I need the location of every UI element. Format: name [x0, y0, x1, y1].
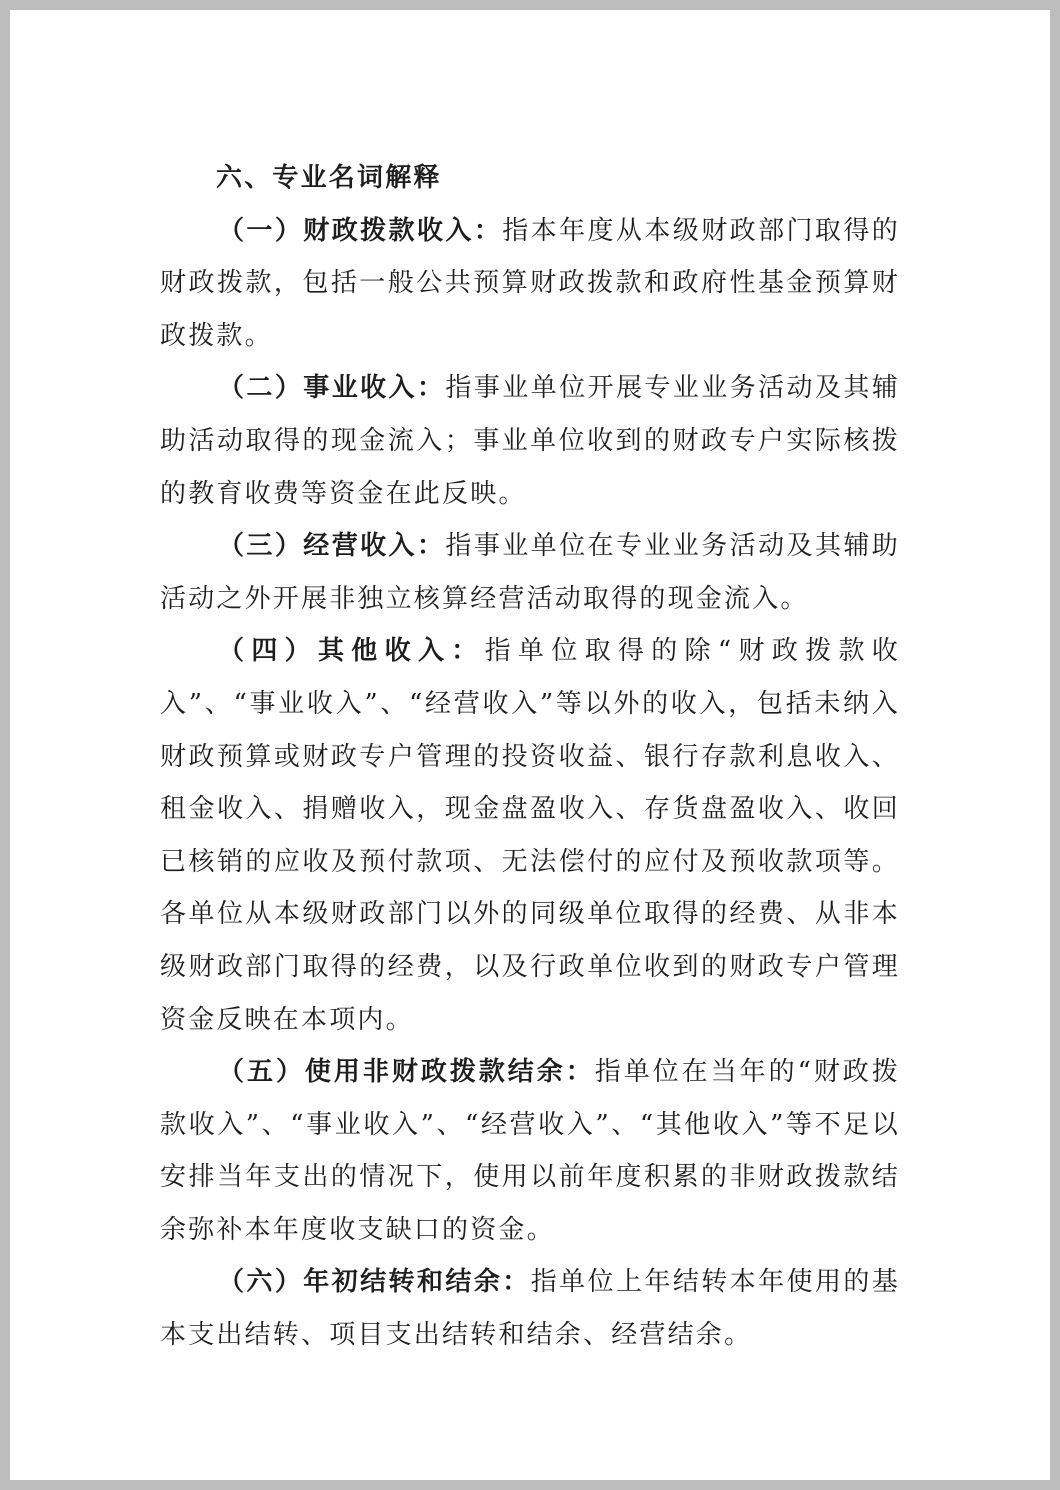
section-heading: 六、专业名词解释 [216, 163, 442, 193]
term-definition: 指单位在当年的“财政拨款收入”、“事业收入”、“经营收入”、“其他收入”等不足以安排当年支出的情况下，使用以前年度积累的非财政拨款结余弥补本年度收支缺口的资金。 [160, 1057, 900, 1245]
document-page [10, 10, 1050, 1480]
definition-paragraph-3 [160, 520, 900, 625]
document-body [160, 152, 900, 1362]
term-label: （二）事业收入： [218, 373, 446, 404]
definition-paragraph-2 [160, 362, 900, 520]
term-definition: 指本年度从本级财政部门取得的财政拨款，包括一般公共预算财政拨款和政府性基金预算财政拨款。 [160, 215, 900, 351]
definition-paragraph-5 [160, 1046, 900, 1256]
term-definition: 指事业单位在专业业务活动及其辅助活动之外开展非独立核算经营活动取得的现金流入。 [160, 531, 900, 614]
definition-paragraph-4 [160, 625, 900, 1046]
term-label: （五）使用非财政拨款结余： [218, 1057, 595, 1088]
definition-paragraph-1 [160, 205, 900, 363]
definition-paragraph-6 [160, 1256, 900, 1361]
term-definition: 指事业单位开展专业业务活动及其辅助活动取得的现金流入；事业单位收到的财政专户实际核拨的教育收费等资金在此反映。 [160, 373, 900, 509]
term-definition: 指单位取得的除“财政拨款收入”、“事业收入”、“经营收入”等以外的收入，包括未纳入财政预算或财政专户管理的投资收益、银行存款利息收入、租金收入、捐赠收入，现金盘盈收入、存货盘盈收入、收回已核销的应收及预付款项、无法偿付的应付及预收款项等。各单位从本级财政部门以外的同级单位取得的经费、从非本级财政部门取得的经费，以及行政单位收到的财政专户管理资金反映在本项内。 [160, 636, 900, 1035]
term-label: （六）年初结转和结余： [218, 1267, 531, 1298]
term-label: （一）财政拨款收入： [218, 215, 503, 246]
term-label: （三）经营收入： [218, 531, 446, 562]
term-definition: 指单位上年结转本年使用的基本支出结转、项目支出结转和结余、经营结余。 [160, 1267, 900, 1351]
term-label: （四）其他收入： [218, 636, 485, 667]
